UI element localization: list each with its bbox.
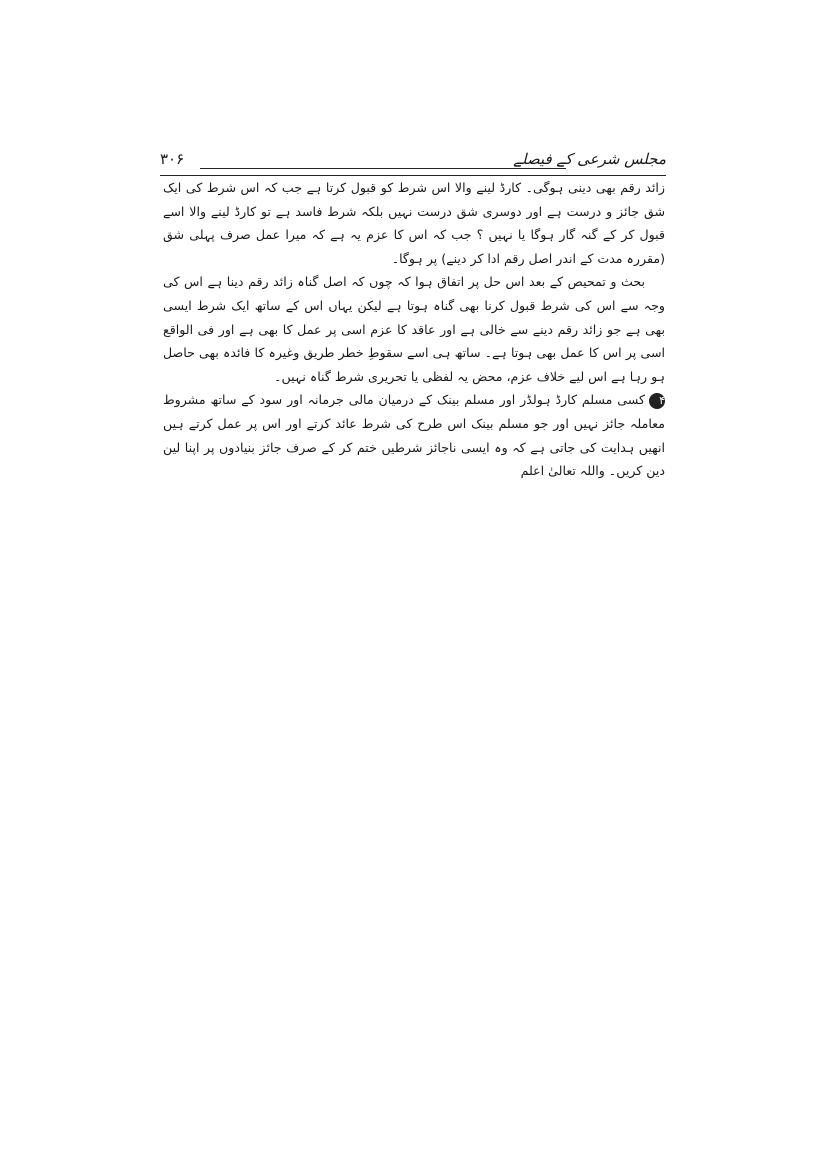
running-title: مجلس شرعی کے فیصلے: [513, 150, 666, 168]
page-number: ۳۰۶: [160, 150, 185, 168]
item-number-badge: ۴: [649, 393, 665, 409]
header-rule: [200, 168, 566, 169]
paragraph-text: کسی مسلم کارڈ ہولڈر اور مسلم بینک کے درمیان مالی جرمانہ اور سود کے ساتھ مشروط معاملہ جائز نہیں اور جو مسلم بینک اس طرح کی شرط عائد کرتے اور اس پر عمل کرتے ہیں انھیں ہدایت کی جاتی ہے کہ وہ ایسی ناجائز شرطیں ختم کر کے صرف جائز بنیادوں پر اپنا لین دین کریں۔ واللہ تعالیٰ اعلم: [163, 392, 665, 479]
paragraph: بحث و تمحیص کے بعد اس حل پر اتفاق ہوا کہ چوں کہ اصل گناہ زائد رقم دینا ہے اس کی وجہ سے اس کی شرط قبول کرنا بھی گناہ ہوتا ہے لیکن یہاں اس کے ساتھ ایک شرط ایسی بھی ہے جو زائد رقم دینے سے خالی ہے اور عاقد کا عزم اسی پر عمل کا بھی ہے اور فی الواقع اسی پر اس کا عمل بھی ہوتا ہے۔ ساتھ ہی اسے سقوطِ خطر طریق وغیرہ کا فائدہ بھی حاصل ہو رہا ہے اس لیے خلاف عزم، محض یہ لفظی یا تحریری شرط گناہ نہیں۔: [163, 274, 665, 384]
paragraph: زائد رقم بھی دینی ہوگی۔ کارڈ لینے والا اس شرط کو قبول کرتا ہے جب کہ اس شرط کی ایک شق جائز و درست ہے اور دوسری شق درست نہیں بلکہ شرط فاسد ہے تو کارڈ لینے والا اسے قبول کر کے گنہ گار ہوگا یا نہیں ؟ جب کہ اس کا عزم یہ ہے کہ میرا عمل صرف پہلی شق (مقررہ مدت کے اندر اصل رقم ادا کر دینے) پر ہوگا۔: [163, 180, 665, 266]
page-header: [160, 148, 666, 174]
body-text: [163, 176, 665, 483]
numbered-paragraph: [163, 388, 665, 482]
